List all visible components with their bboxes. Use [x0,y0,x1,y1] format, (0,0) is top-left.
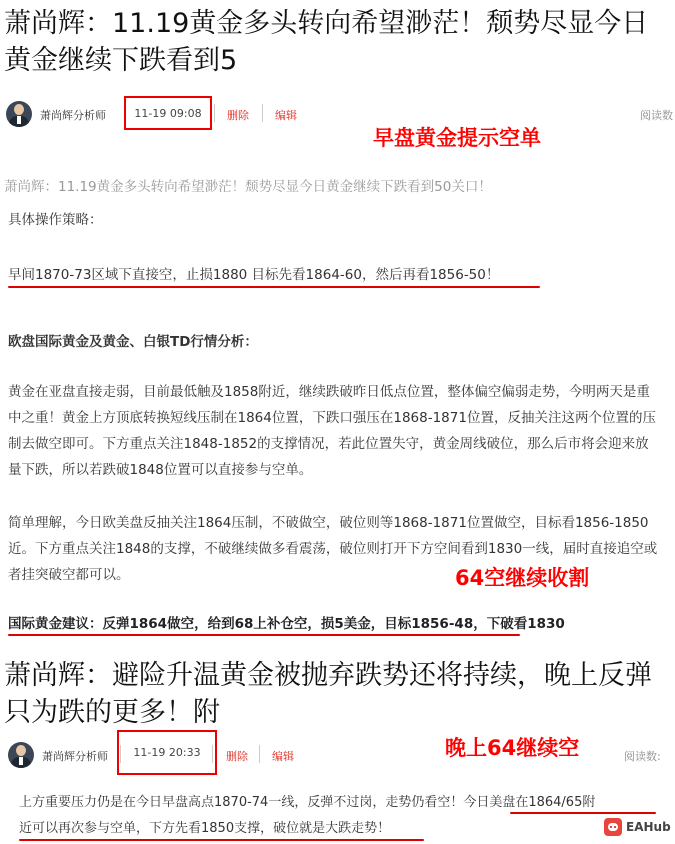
author-name[interactable]: 萧尚辉分析师 [40,109,106,122]
eahub-logo-icon [604,818,622,836]
post2-body-line1 [19,790,595,816]
author-avatar[interactable] [6,101,32,127]
strategy-label: 具体操作策略： [8,212,103,228]
eahub-watermark [604,818,671,836]
divider [214,104,215,122]
suggestion-underline [8,634,520,636]
annotation-evening-short: 晚上64继续空 [445,736,580,760]
post2-title[interactable]: 萧尚辉：避险升温黄金被抛弃跌势还将持续，晚上反弹只为跌的更多！附 [4,660,652,728]
eahub-brand: EAHub [626,820,671,834]
post2-datetime: 11-19 20:33 [117,730,217,775]
annotation-64-short: 64空继续收割 [455,566,590,590]
divider [262,104,263,122]
strategy-text: 早间1870-73区域下直接空，止损1880 目标先看1864-60，然后再看1856-50！ [8,267,500,283]
post1-summary: 萧尚辉：11.19黄金多头转向希望渺茫！颓势尽显今日黄金继续下跌看到50关口！ [4,179,492,195]
analysis-paragraph-1: 黄金在亚盘直接走弱，目前最低触及1858附近，继续跌破昨日低点位置，整体偏空偏弱走势，今明两天是重中之重！黄金上方顶底转换短线压制在1864位置，下跌口强压在1868-1871位置，反抽关注这两个位置的压制去做空即可。下方重点关注1848-1852的支撑情况，若此位置失守，黄金周线破位，那么后市将会迎来放量下跌，所以若跌破1848位置可以直接参与空单。 [8,384,656,478]
edit-button[interactable]: 编辑 [272,750,294,763]
analysis-paragraph-2: 简单理解，今日欧美盘反抽关注1864压制，不破做空，破位则等1868-1871位置做空，目标看1856-1850近。下方重点关注1848的支撑，不破继续做多看震荡，破位则打开下方空间看到1830一线，届时直接追空或者挂突破空都可以。 [8,515,658,583]
post2-underline-2 [19,839,424,841]
author-name[interactable]: 萧尚辉分析师 [42,750,108,763]
delete-button[interactable]: 删除 [226,750,248,763]
post1-title[interactable]: 萧尚辉：11.19黄金多头转向希望渺茫！颓势尽显今日黄金继续下跌看到5 [4,8,649,76]
edit-button[interactable]: 编辑 [275,109,297,122]
divider [259,745,260,763]
post1-datetime: 11-19 09:08 [124,96,212,130]
read-count-label: 阅读数 [640,109,673,122]
strategy-underline [8,286,540,288]
author-avatar[interactable] [8,742,34,768]
post2-body-line2: 近可以再次参与空单，下方先看1850支撑，破位就是大跌走势！ [19,821,391,836]
annotation-morning-short: 早盘黄金提示空单 [373,126,541,150]
divider [212,745,213,763]
post2-body-part-b: 今日美盘在1864/65附 [463,795,596,810]
read-count-label: 阅读数: [624,750,661,763]
post2-body-part-a: 上方重要压力仍是在今日早盘高点1870-74一线，反弹不过岗，走势仍看空！ [19,795,464,810]
delete-button[interactable]: 删除 [227,109,249,122]
analysis-heading: 欧盘国际黄金及黄金、白银TD行情分析： [8,334,258,350]
post2-underline-1 [510,812,656,814]
gold-suggestion: 国际黄金建议：反弹1864做空，给到68上补仓空，损5美金，目标1856-48，下破看1830 [8,616,565,632]
